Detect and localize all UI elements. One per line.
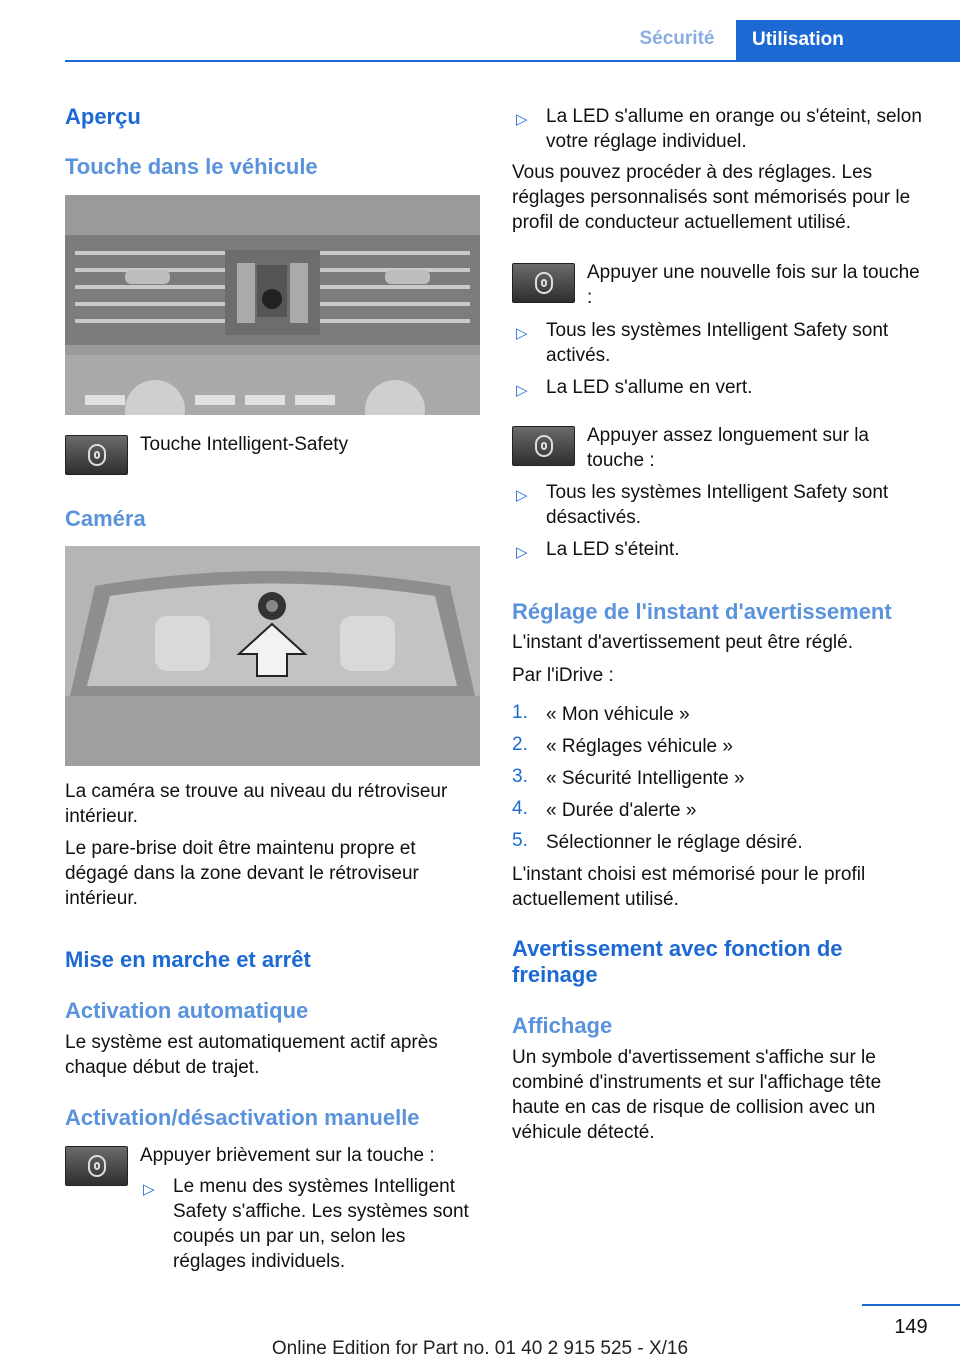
reglages-paragraph: Vous pouvez procéder à des réglages. Les réglages personnalisés sont mémorisés pour le profil de conducteur actuellement utilisé. [512,162,911,233]
memorise-paragraph: L'instant choisi est mémorisé pour le profil actuellement utilisé. [512,864,866,910]
step-number: 1. [512,702,528,723]
intelligent-safety-button-icon [65,1146,128,1186]
manuelle-bullet: Le menu des systèmes Intelligent Safety s'affiche. Les systèmes sont coupés un par un, selon les réglages individuels. [173,1176,469,1272]
bullet-led-vert: La LED s'allume en vert. [546,377,753,398]
bullet-systemes-actives: Tous les systèmes Intelligent Safety sont activés. [546,320,889,366]
step-text: « Réglages véhicule » [546,736,733,757]
photo-camera-windshield [65,546,480,766]
step-number: 3. [512,766,528,787]
bullet-triangle-icon: ▷ [516,382,528,399]
heading-activation-manuelle: Activation/désactivation manuelle [65,1105,420,1130]
bullet-systemes-desactives: Tous les systèmes Intelligent Safety sont désactivés. [546,482,889,528]
affichage-paragraph: Un symbole d'avertissement s'affiche sur le combiné d'instruments et sur l'affichage tête haute en cas de risque de collision avec un véhicule détecté. [512,1047,882,1143]
heading-reglage-instant: Réglage de l'instant d'avertissement [512,599,892,624]
step-text: « Mon véhicule » [546,704,690,725]
touche-caption: Touche Intelligent-Safety [140,434,349,455]
camera-paragraph-1: La caméra se trouve au niveau du rétroviseur intérieur. [65,781,448,827]
header-section: Sécurité [639,28,715,49]
bullet-led-eteint: La LED s'éteint. [546,539,680,560]
step-number: 5. [512,830,528,851]
bullet-triangle-icon: ▷ [516,325,528,342]
bullet-triangle-icon: ▷ [516,544,528,561]
footer-rule [862,1304,960,1306]
header-chapter-tab: Utilisation [736,20,960,60]
step-number: 4. [512,798,528,819]
photo-vent-button [65,195,480,415]
step-number: 2. [512,734,528,755]
step-text: « Durée d'alerte » [546,800,697,821]
page-number: 149 [894,1316,928,1338]
heading-mise-en-marche: Mise en marche et arrêt [65,947,311,972]
header-rule [65,60,960,62]
heading-camera: Caméra [65,506,146,531]
caption-longuement: Appuyer assez longuement sur la touche : [587,425,869,471]
bullet-triangle-icon: ▷ [143,1181,155,1198]
intelligent-safety-button-icon [65,435,128,475]
caption-nouvelle-fois: Appuyer une nouvelle fois sur la touche : [587,262,920,308]
manuelle-caption: Appuyer brièvement sur la touche : [140,1145,435,1166]
heading-avertissement-freinage: Avertissement avec fonction de freinage [512,936,843,987]
step-text: « Sécurité Intelligente » [546,768,745,789]
bullet-led-orange: La LED s'allume en orange ou s'éteint, selon votre réglage individuel. [546,106,922,152]
bullet-triangle-icon: ▷ [516,487,528,504]
footer-edition: Online Edition for Part no. 01 40 2 915 525 - X/16 [271,1338,689,1359]
instant-paragraph: L'instant d'avertissement peut être réglé. [512,632,853,653]
camera-paragraph-2: Le pare-brise doit être maintenu propre et dégagé dans la zone devant le rétroviseur intérieur. [65,838,419,909]
step-text: Sélectionner le réglage désiré. [546,832,803,853]
heading-activation-auto: Activation automatique [65,998,309,1023]
auto-paragraph: Le système est automatiquement actif après chaque début de trajet. [65,1032,438,1078]
idrive-paragraph: Par l'iDrive : [512,665,614,686]
bullet-triangle-icon: ▷ [516,111,528,128]
intelligent-safety-button-icon [512,426,575,466]
intelligent-safety-button-icon [512,263,575,303]
heading-apercu: Aperçu [65,104,141,129]
heading-affichage: Affichage [512,1013,613,1038]
heading-touche-vehicule: Touche dans le véhicule [65,154,318,179]
